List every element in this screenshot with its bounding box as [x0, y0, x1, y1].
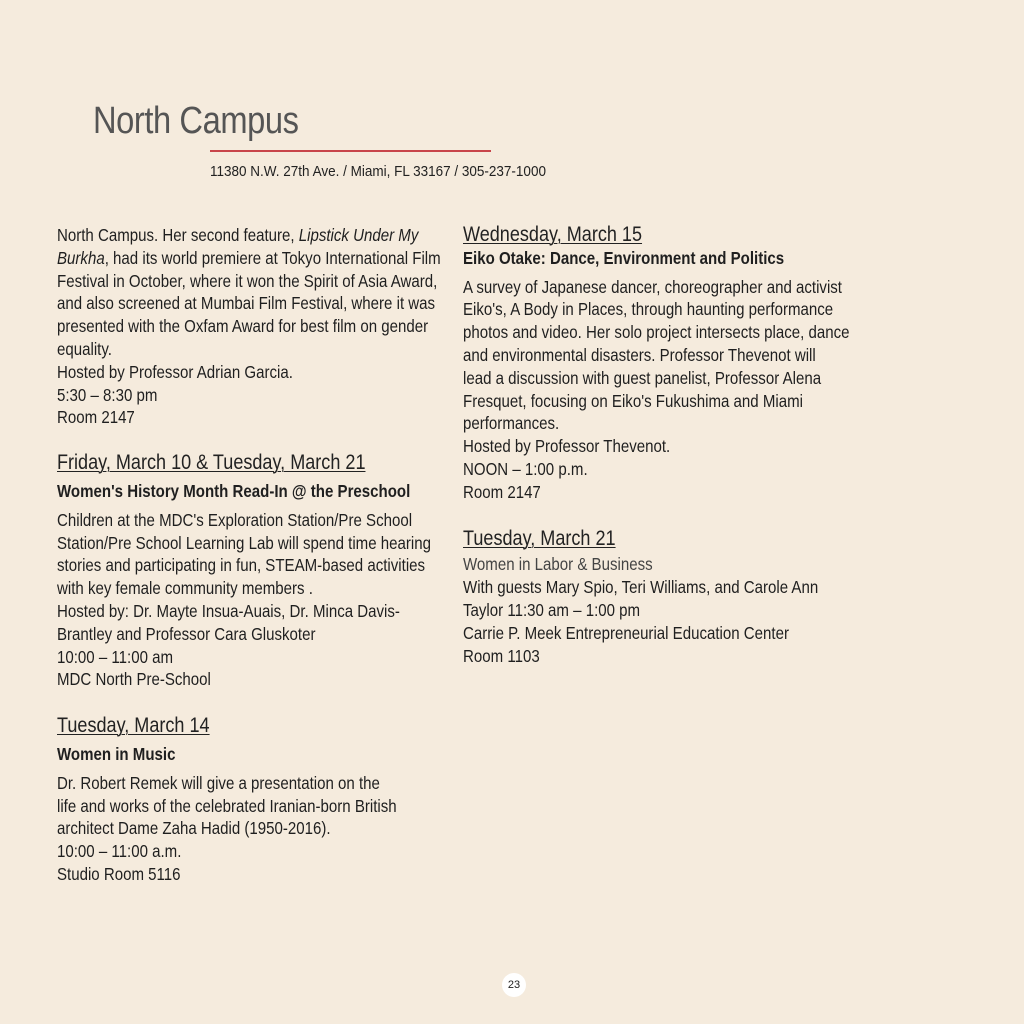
campus-address: 11380 N.W. 27th Ave. / Miami, FL 33167 / 305-237-1000 [210, 163, 546, 180]
event-line: Dr. Robert Remek will give a presentation on the [57, 772, 380, 793]
intro-paragraph [57, 224, 451, 429]
event-read-in [57, 452, 451, 691]
event-line: Fresquet, focusing on Eiko's Fukushima and Miami [463, 390, 803, 411]
page-number: 23 [502, 973, 526, 997]
event-subtitle: Women in Labor & Business [463, 554, 653, 575]
event-location: MDC North Pre-School [57, 669, 211, 690]
event-title: Eiko Otake: Dance, Environment and Politics [463, 247, 785, 268]
intro-line: Burkha, had its world premiere at Tokyo International Film [57, 247, 441, 268]
page-title: North Campus [93, 100, 299, 142]
intro-host: Hosted by Professor Adrian Garcia. [57, 361, 293, 382]
intro-line: equality. [57, 338, 112, 359]
event-host: Hosted by Professor Thevenot. [463, 436, 671, 457]
event-time: 10:00 – 11:00 a.m. [57, 841, 182, 862]
intro-line: and also screened at Mumbai Film Festival, where it was [57, 293, 436, 314]
event-location: Carrie P. Meek Entrepreneurial Education Center [463, 622, 789, 643]
event-women-in-labor [463, 528, 862, 668]
event-date: Wednesday, March 15 [463, 223, 643, 246]
event-line: photos and video. Her solo project intersects place, dance [463, 322, 850, 343]
intro-time: 5:30 – 8:30 pm [57, 384, 158, 405]
event-line: stories and participating in fun, STEAM-based activities [57, 555, 426, 576]
event-location: Studio Room 5116 [57, 863, 181, 884]
intro-room: Room 2147 [57, 407, 135, 428]
right-column [463, 224, 863, 667]
event-time: Taylor 11:30 am – 1:00 pm [463, 599, 641, 620]
event-line: Brantley and Professor Cara Gluskoter [57, 623, 316, 644]
event-title: Women's History Month Read-In @ the Preschool [57, 480, 411, 501]
event-line: lead a discussion with guest panelist, Professor Alena [463, 367, 822, 388]
event-title: Women in Music [57, 743, 176, 764]
event-line: performances. [463, 413, 560, 434]
event-time: 10:00 – 11:00 am [57, 646, 174, 667]
event-eiko-otake [463, 224, 862, 504]
event-date: Tuesday, March 14 [57, 714, 210, 738]
event-date: Friday, March 10 & Tuesday, March 21 [57, 451, 366, 475]
intro-line: presented with the Oxfam Award for best film on gender [57, 316, 429, 337]
intro-line: North Campus. Her second feature, Lipstick Under My [57, 225, 419, 245]
event-location: Room 2147 [463, 481, 541, 502]
intro-line: Festival in October, where it won the Spirit of Asia Award, [57, 270, 438, 291]
event-date: Tuesday, March 21 [463, 526, 616, 550]
event-line: With guests Mary Spio, Teri Williams, and Carole Ann [463, 577, 819, 598]
event-line: Station/Pre School Learning Lab will spend time hearing [57, 532, 431, 553]
event-line: life and works of the celebrated Iranian-born British [57, 795, 397, 816]
event-line: Children at the MDC's Exploration Station/Pre School [57, 509, 413, 530]
left-column [57, 224, 452, 886]
event-line: with key female community members . [57, 578, 313, 599]
event-line: architect Dame Zaha Hadid (1950-2016). [57, 818, 331, 839]
event-line: Eiko's, A Body in Places, through haunting performance [463, 299, 834, 320]
event-room: Room 1103 [463, 645, 540, 666]
event-line: A survey of Japanese dancer, choreographer and activist [463, 276, 842, 297]
event-women-in-music [57, 715, 451, 886]
event-time: NOON – 1:00 p.m. [463, 458, 588, 479]
event-line: Hosted by: Dr. Mayte Insua-Auais, Dr. Minca Davis- [57, 600, 400, 621]
title-underline-rule [210, 150, 491, 152]
event-line: and environmental disasters. Professor Thevenot will [463, 344, 816, 365]
